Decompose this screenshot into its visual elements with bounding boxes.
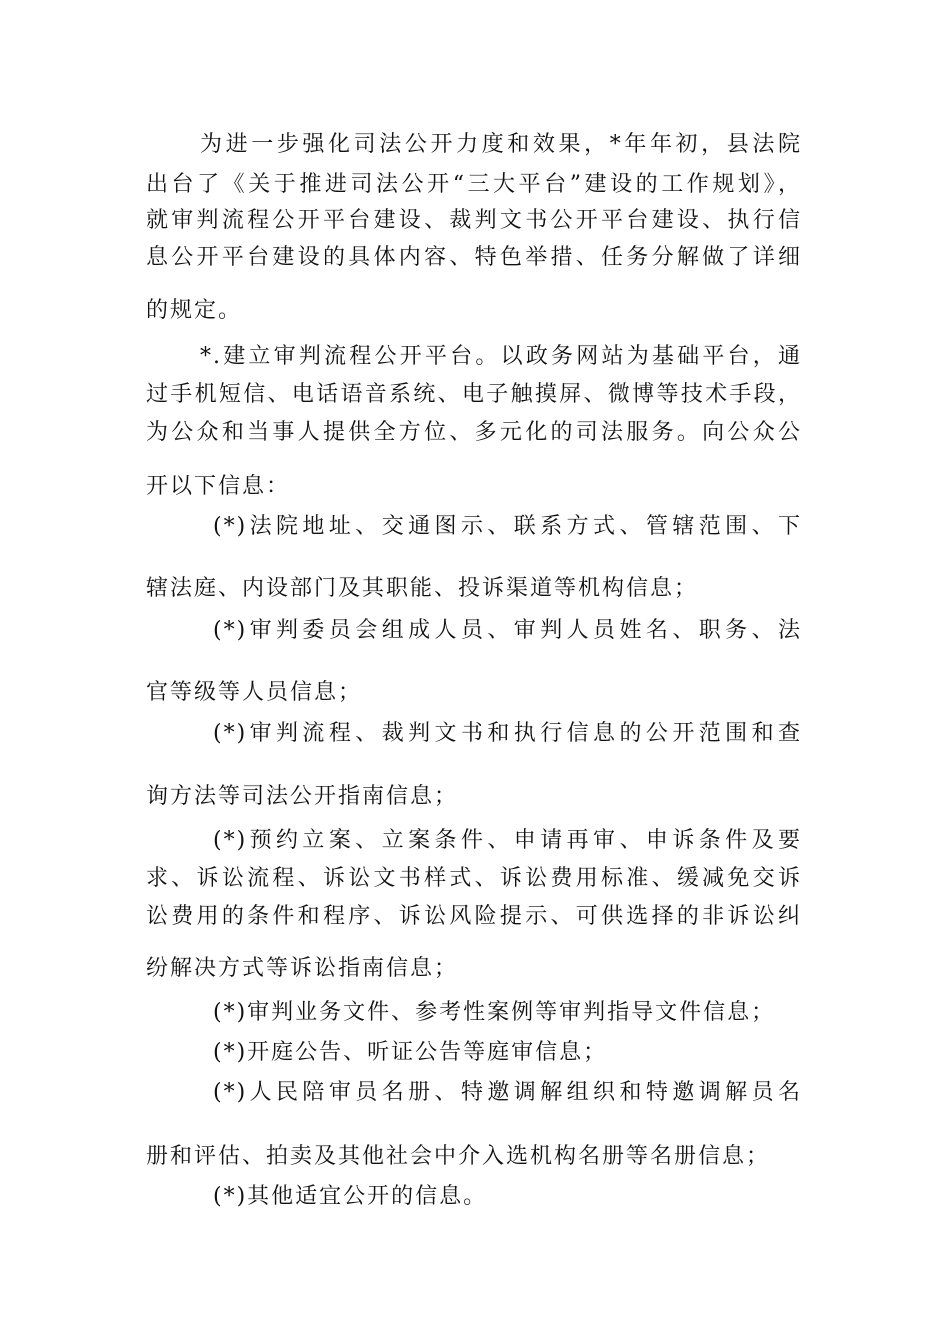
text-line: 询方法等司法公开指南信息； bbox=[146, 784, 459, 809]
text-line: (*)人民陪审员名册、特邀调解组织和特邀调解员名 bbox=[213, 1080, 802, 1105]
text-line: 的规定。 bbox=[146, 298, 243, 323]
text-line: 出台了《关于推进司法公开“三大平台”建设的工作规划》， bbox=[146, 172, 802, 197]
text-line: 为公众和当事人提供全方位、多元化的司法服务。向公众公 bbox=[146, 420, 802, 445]
text-line: 纷解决方式等诉讼指南信息； bbox=[146, 956, 459, 981]
text-line: 就审判流程公开平台建设、裁判文书公开平台建设、执行信 bbox=[146, 208, 802, 233]
text-line: (*)预约立案、立案条件、申请再审、申诉条件及要 bbox=[213, 828, 802, 853]
text-line: 官等级等人员信息； bbox=[146, 680, 363, 705]
text-line: 册和评估、拍卖及其他社会中介入选机构名册等名册信息； bbox=[146, 1144, 771, 1169]
text-line: (*)开庭公告、听证公告等庭审信息； bbox=[213, 1040, 608, 1065]
text-line: (*)其他适宜公开的信息。 bbox=[213, 1184, 488, 1209]
text-line: (*)审判业务文件、参考性案例等审判指导文件信息； bbox=[213, 1000, 776, 1025]
text-line: *.建立审判流程公开平台。以政务网站为基础平台，通 bbox=[200, 344, 802, 369]
text-line: (*)审判流程、裁判文书和执行信息的公开范围和查 bbox=[213, 721, 802, 746]
text-line: 息公开平台建设的具体内容、特色举措、任务分解做了详细 bbox=[146, 245, 802, 270]
text-line: 开以下信息： bbox=[146, 474, 291, 499]
text-line: 过手机短信、电话语音系统、电子触摸屏、微博等技术手段， bbox=[146, 382, 802, 407]
text-line: 讼费用的条件和程序、诉讼风险提示、可供选择的非诉讼纠 bbox=[146, 904, 802, 929]
text-line: (*)法院地址、交通图示、联系方式、管辖范围、下 bbox=[213, 514, 802, 539]
text-line: 辖法庭、内设部门及其职能、投诉渠道等机构信息； bbox=[146, 576, 699, 601]
text-line: 求、诉讼流程、诉讼文书样式、诉讼费用标准、缓减免交诉 bbox=[146, 866, 802, 891]
text-line: 为进一步强化司法公开力度和效果，*年年初，县法院 bbox=[200, 132, 802, 157]
text-line: (*)审判委员会组成人员、审判人员姓名、职务、法 bbox=[213, 618, 802, 643]
